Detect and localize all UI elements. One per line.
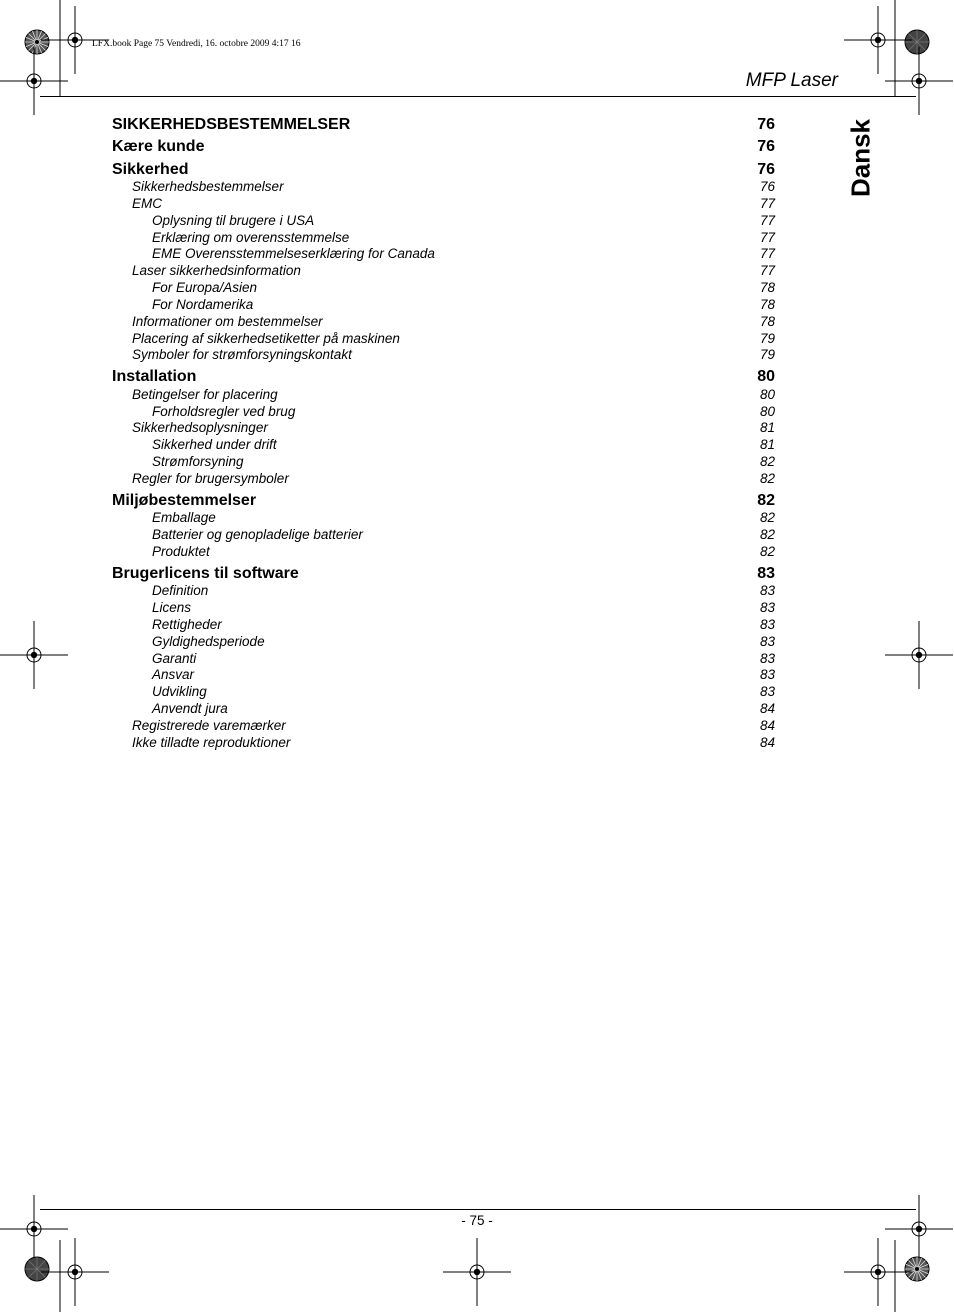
header-title: MFP Laser (745, 70, 838, 91)
toc-entry-title: Brugerlicens til software (112, 565, 299, 582)
toc-entry-page: 78 (759, 314, 775, 329)
toc-entry-page: 79 (759, 331, 775, 346)
toc-entry-page: 80 (759, 404, 775, 419)
toc-entry-page: 77 (759, 213, 775, 228)
toc-entry-page: 82 (759, 544, 775, 559)
page-number: - 75 - (461, 1213, 493, 1228)
toc-entry-page: 83 (757, 565, 775, 582)
toc-entry-title: Strømforsyning (152, 454, 244, 469)
toc-entry-page: 82 (759, 454, 775, 469)
toc-entry-page: 82 (759, 510, 775, 525)
toc-entry-page: 76 (757, 116, 775, 133)
toc-entry-page: 82 (757, 492, 775, 509)
toc-entry-title: Sikkerhedsoplysninger (132, 420, 268, 435)
toc-entry-title: Placering af sikkerhedsetiketter på maskinen (132, 331, 400, 346)
toc-entry-title: Emballage (152, 510, 216, 525)
toc-entry-page: 83 (759, 600, 775, 615)
toc-entry-title: Registrerede varemærker (132, 718, 286, 733)
toc-entry-title: Kære kunde (112, 138, 205, 155)
footer-rule (40, 1209, 916, 1210)
toc-entry-title: Gyldighedsperiode (152, 634, 265, 649)
toc-entry-title: EMC (132, 196, 162, 211)
toc-entry-title: Produktet (152, 544, 210, 559)
toc-entry-title: Forholdsregler ved brug (152, 404, 296, 419)
toc-entry-page: 76 (757, 161, 775, 178)
toc-entry-title: Garanti (152, 651, 197, 666)
toc-entry-title: Definition (152, 583, 209, 598)
toc-entry-page: 77 (759, 196, 775, 211)
toc-entry-page: 77 (759, 263, 775, 278)
toc-entry-page: 83 (759, 651, 775, 666)
toc-entry-page: 76 (759, 179, 775, 194)
language-tab-label: Dansk (845, 118, 876, 198)
toc-entry-title: Licens (152, 600, 192, 615)
toc-entry-page: 83 (759, 617, 775, 632)
toc-entry-title: For Nordamerika (152, 297, 254, 312)
toc-entry-title: Sikkerhed (112, 161, 189, 178)
print-info: LFX.book Page 75 Vendredi, 16. octobre 2009 4:17 16 (92, 39, 301, 49)
toc-entry-page: 83 (759, 667, 775, 682)
toc-entry-title: EME Overensstemmelseserklæring for Canada (152, 246, 435, 261)
toc-entry-page: 78 (759, 297, 775, 312)
toc-entry-title: Symboler for strømforsyningskontakt (132, 347, 352, 362)
toc-entry-title: Betingelser for placering (132, 387, 278, 402)
toc-entry-title: Sikkerhedsbestemmelser (132, 179, 284, 194)
toc-entry-title: SIKKERHEDSBESTEMMELSER (112, 116, 351, 133)
toc-entry-title: Batterier og genopladelige batterier (152, 527, 363, 542)
toc-entry-page: 84 (759, 701, 775, 716)
toc-entry-page: 83 (759, 634, 775, 649)
toc-entry-page: 81 (759, 437, 775, 452)
toc-entry-page: 79 (759, 347, 775, 362)
toc-entry-title: Regler for brugersymboler (132, 471, 289, 486)
toc-entry-title: Udvikling (152, 684, 207, 699)
toc-entry-title: Oplysning til brugere i USA (152, 213, 315, 228)
toc-entry-title: Anvendt jura (152, 701, 228, 716)
toc-entry-page: 80 (757, 368, 775, 385)
toc-entry-title: Miljøbestemmelser (112, 492, 257, 509)
toc-entry-page: 77 (759, 230, 775, 245)
toc-entry-page: 81 (759, 420, 775, 435)
toc-entry-title: Rettigheder (152, 617, 222, 632)
toc-entry-page: 83 (759, 583, 775, 598)
toc-entry-title: Ikke tilladte reproduktioner (132, 735, 291, 750)
toc-entry-title: Laser sikkerhedsinformation (132, 263, 301, 278)
toc-entry-page: 84 (759, 718, 775, 733)
toc-entry-title: Ansvar (152, 667, 195, 682)
toc-entry-page: 78 (759, 280, 775, 295)
toc-entry-title: Installation (112, 368, 197, 385)
toc-entry-page: 77 (759, 246, 775, 261)
toc-entry-page: 84 (759, 735, 775, 750)
toc-entry-page: 82 (759, 471, 775, 486)
toc-entry-title: Informationer om bestemmelser (132, 314, 323, 329)
toc-entry-page: 82 (759, 527, 775, 542)
toc-entry-title: For Europa/Asien (152, 280, 258, 295)
toc-entry-page: 80 (759, 387, 775, 402)
toc-entry-title: Sikkerhed under drift (152, 437, 277, 452)
toc-entry-page: 83 (759, 684, 775, 699)
toc-entry-title: Erklæring om overensstemmelse (152, 230, 350, 245)
toc-entry-page: 76 (757, 138, 775, 155)
